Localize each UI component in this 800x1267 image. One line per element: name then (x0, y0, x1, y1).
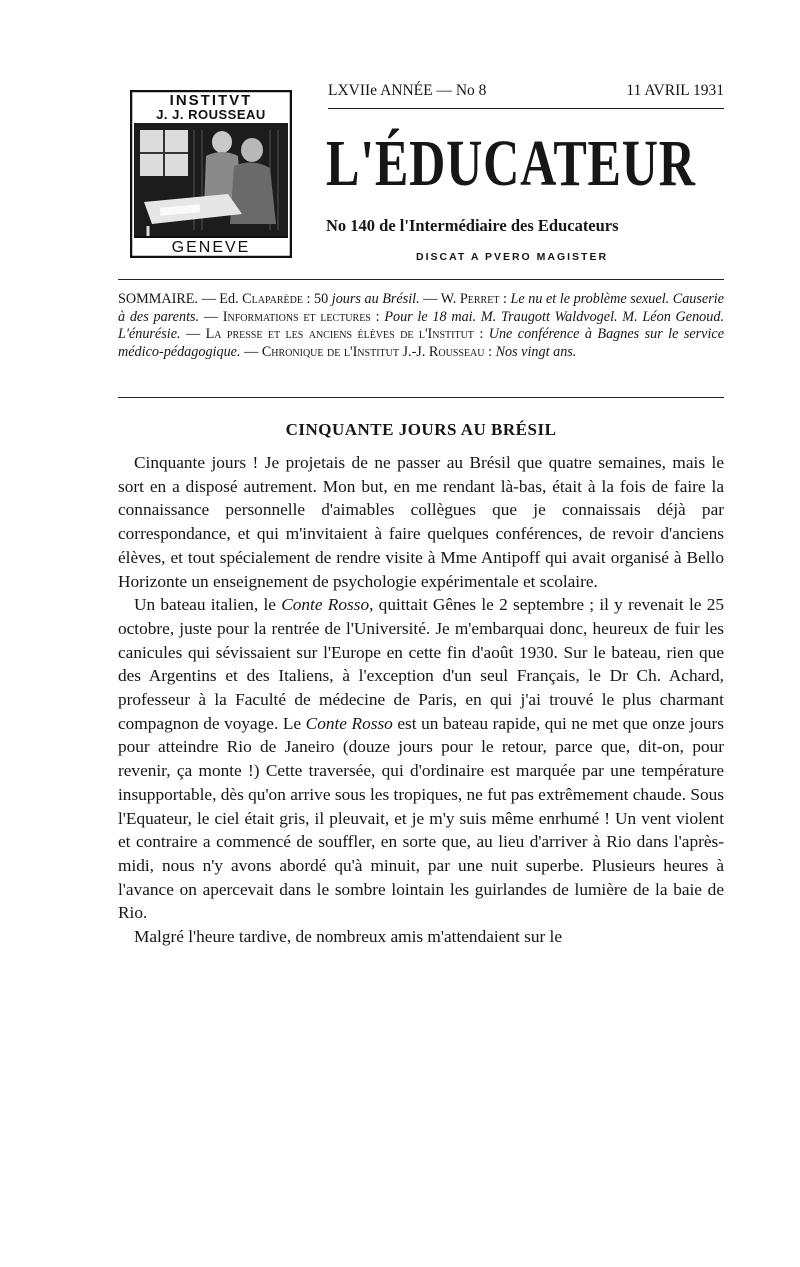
issue-date: 11 AVRIL 1931 (626, 82, 724, 99)
article-paragraph (118, 593, 724, 925)
paragraph-text: , quittait Gênes le 2 septembre ; il y revenait le 25 octobre, juste pour la rentrée de l'Université. Je m'embarquai donc, heureux de fuir les canicules qui sévissaient sur l'Europe en cette fin d'août 1930. Sur le bateau, rien que des Argentins et des Italiens, à l'exception d'un seul Français, le Dr Ch. Achard, professeur à la Faculté de médecine de Paris, en qui j'ai trouvé le plus charmant compagnon de voyage. Le (118, 595, 725, 733)
journal-subtitle: No 140 de l'Intermédiaire des Educateurs (326, 216, 619, 235)
journal-title: L'ÉDUCATEUR (326, 127, 696, 200)
summary-text: : (484, 343, 496, 360)
ship-name: Conte Rosso (281, 595, 370, 615)
summary-section: Chronique de l'Institut J.-J. Rousseau (261, 343, 485, 360)
journal-motto: DISCAT A PVERO MAGISTER (416, 251, 609, 263)
emblem-text-institut: INSTITVT (169, 92, 253, 109)
summary-text: : (370, 308, 385, 325)
emblem-text-rousseau: J. J. ROUSSEAU (156, 107, 266, 122)
emblem-text-geneve: GENEVE (171, 239, 251, 256)
article-paragraph: Malgré l'heure tardive, de nombreux amis m'attendaient sur le (134, 927, 563, 947)
summary-text: : (499, 291, 511, 307)
summary-bottom-divider (118, 397, 724, 398)
paragraph-text: est un bateau rapide, qui ne met que onze jours pour atteindre Rio de Janeiro (douze jours pour le retour, parce que, dit-on, pour revenir, ça monte !) Cette traversée, qui d'ordinaire est marquée par une température insupportable, dès qu'on arrive sous les tropiques, ne fut pas extrêmement chaude. Sous l'Equateur, le ciel était gris, il pleuvait, et je m'y suis même enrhumé ! Un vent violent et contraire a commencé de souffler, en sorte que, au lieu d'arriver à Rio dans l'après-midi, nous n'y avons abordé qu'à minuit, par une nuit superbe. Plusieurs heures à l'avance on apercevait dans le sombre lointain les guirlandes de lumière de la baie de Rio. (118, 713, 725, 923)
summary-text: — (199, 308, 223, 325)
summary-text: — W. (419, 291, 460, 307)
summary-author: Perret (459, 291, 500, 307)
article-title: CINQUANTE JOURS AU BRÉSIL (285, 420, 557, 439)
summary-text: — (240, 343, 262, 360)
article-paragraph: Cinquante jours ! Je projetais de ne passer au Brésil que quatre semaines, mais le sort en a disposé autrement. Mon but, en me rendant là-bas, était à la fois de faire la connaissance personnelle d'aimables collègues que je connaissais déjà par correspondance, et qui m'invitaient à faire quelques conférences, de revoir d'anciens élèves, et tout spécialement de rendre visite à Mme Antipoff qui avait organisé à Bello Horizonte un enseignement de psychologie expérimentale et scolaire. (118, 453, 724, 591)
institut-emblem (130, 90, 292, 258)
summary-top-divider (118, 279, 724, 280)
ship-name: Conte Rosso (305, 713, 393, 733)
summary-title: Nos vingt ans. (495, 343, 577, 360)
summary-label: SOMMAIRE. — Ed. (118, 291, 243, 307)
summary-author: Claparède (242, 291, 303, 307)
summary-text: : 50 (302, 291, 332, 307)
header-divider (328, 108, 724, 109)
issue-line (328, 82, 724, 100)
summary-title: Le nu et le problème sexuel. Causerie à des parents. (118, 291, 724, 325)
summary-section: La presse et les anciens élèves de l'Institut (205, 326, 474, 343)
summary-title: Pour le 18 mai. M. Traugott Waldvogel. M. Léon Genoud. L'énurésie. (118, 308, 724, 343)
table-of-contents (118, 291, 724, 361)
issue-number: LXVIIe ANNÉE — No 8 (328, 82, 487, 99)
summary-text: : (473, 326, 489, 343)
summary-text: — (180, 326, 206, 343)
summary-title: jours au Brésil. (331, 291, 420, 307)
paragraph-text: Un bateau italien, le (134, 595, 282, 615)
summary-section: Informations et lectures (222, 308, 371, 325)
article-body (118, 451, 724, 949)
summary-title: Une conférence à Bagnes sur le service médico-pédagogique. (118, 326, 724, 360)
